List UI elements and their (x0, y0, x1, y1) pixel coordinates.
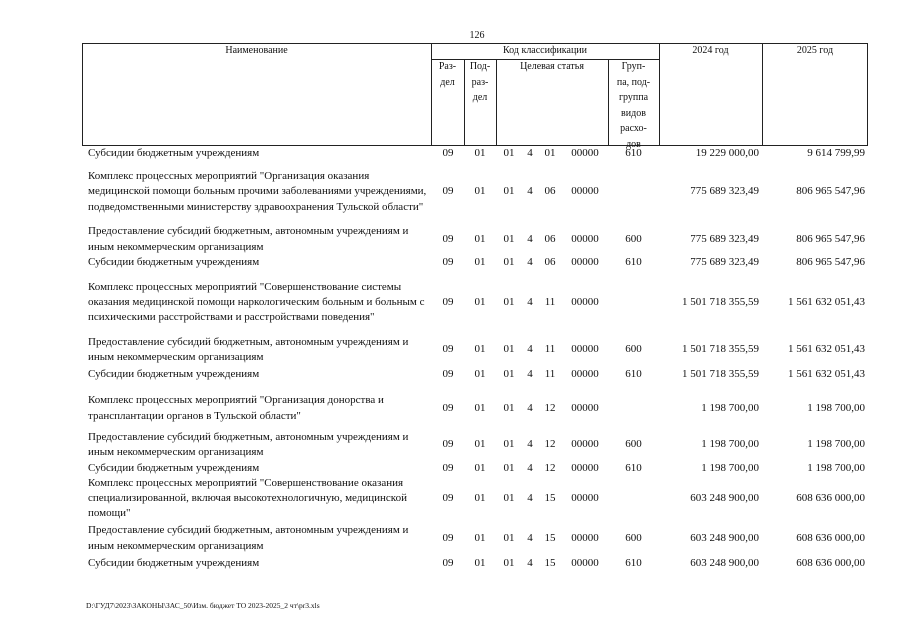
cell-t4: 00000 (571, 232, 599, 245)
cell-group: 610 (625, 256, 642, 269)
cell-podrazdel: 01 (474, 438, 486, 451)
cell-t1: 01 (503, 256, 515, 269)
cell-y2025: 1 198 700,00 (807, 461, 865, 474)
cell-y2024: 603 248 900,00 (690, 556, 759, 569)
header-razdel: Раз- дел (438, 61, 457, 88)
cell-podrazdel: 01 (474, 146, 486, 159)
cell-razdel: 09 (442, 232, 454, 245)
row-name: Предоставление субсидий бюджетным, автономным учреждениям и иным некоммерческим организациям (88, 524, 409, 552)
cell-t3: 06 (544, 185, 556, 198)
cell-y2025: 608 636 000,00 (796, 556, 865, 569)
cell-group: 600 (625, 438, 642, 451)
cell-podrazdel: 01 (474, 556, 486, 569)
row-name: Субсидии бюджетным учреждениям (88, 256, 260, 269)
cell-y2024: 603 248 900,00 (690, 531, 759, 544)
cell-razdel: 09 (442, 146, 454, 159)
cell-t2: 4 (527, 401, 533, 414)
cell-y2025: 1 198 700,00 (807, 438, 865, 451)
cell-t3: 12 (544, 438, 556, 451)
cell-t3: 06 (544, 256, 556, 269)
cell-t1: 01 (503, 531, 515, 544)
cell-razdel: 09 (442, 491, 454, 504)
cell-t1: 01 (503, 401, 515, 414)
cell-t2: 4 (527, 232, 533, 245)
cell-y2025: 1 561 632 051,43 (788, 343, 865, 356)
cell-t4: 00000 (571, 146, 599, 159)
cell-t1: 01 (503, 556, 515, 569)
table-row (82, 334, 868, 366)
cell-t1: 01 (503, 146, 515, 159)
cell-group (608, 475, 659, 522)
cell-y2025: 9 614 799,99 (807, 146, 865, 159)
cell-y2025: 608 636 000,00 (796, 531, 865, 544)
cell-t1: 01 (503, 295, 515, 308)
cell-t2: 4 (527, 185, 533, 198)
cell-t4: 00000 (571, 295, 599, 308)
cell-y2024: 1 501 718 355,59 (682, 295, 759, 308)
cell-y2024: 1 501 718 355,59 (682, 343, 759, 356)
cell-group: 600 (625, 343, 642, 356)
cell-t3: 12 (544, 401, 556, 414)
cell-t4: 00000 (571, 491, 599, 504)
cell-t4: 00000 (571, 531, 599, 544)
cell-podrazdel: 01 (474, 232, 486, 245)
table-row (82, 522, 868, 555)
header-year-2024: 2024 год (692, 45, 729, 56)
cell-y2024: 19 229 000,00 (695, 146, 759, 159)
row-name: Субсидии бюджетным учреждениям (88, 556, 260, 569)
header-podrazdel: Под- раз- дел (469, 61, 491, 103)
cell-podrazdel: 01 (474, 295, 486, 308)
cell-t4: 00000 (571, 401, 599, 414)
cell-t2: 4 (527, 491, 533, 504)
cell-t1: 01 (503, 491, 515, 504)
cell-y2025: 806 965 547,96 (796, 232, 865, 245)
cell-podrazdel: 01 (474, 256, 486, 269)
row-name: Комплекс процессных мероприятий "Совершенствование системы оказания медицинской помощи наркологическим больным и больным с психическими расстройствами и расстройствами поведения" (88, 280, 425, 324)
cell-t3: 06 (544, 232, 556, 245)
table-row (82, 386, 868, 431)
cell-t1: 01 (503, 232, 515, 245)
cell-t4: 00000 (571, 461, 599, 474)
cell-y2024: 775 689 323,49 (690, 256, 759, 269)
row-name: Комплекс процессных мероприятий "Организация оказания медицинской помощи больным прочими заболеваниями учреждениями, подведомственными министерству здравоохранения Тульской области" (88, 170, 427, 213)
table-row (82, 431, 868, 459)
cell-podrazdel: 01 (474, 368, 486, 381)
cell-t2: 4 (527, 438, 533, 451)
cell-podrazdel: 01 (474, 491, 486, 504)
header-target-article: Целевая статья (520, 61, 584, 72)
cell-razdel: 09 (442, 256, 454, 269)
cell-group: 600 (625, 232, 642, 245)
cell-t2: 4 (527, 531, 533, 544)
cell-t1: 01 (503, 185, 515, 198)
cell-t4: 00000 (571, 368, 599, 381)
cell-y2025: 1 561 632 051,43 (788, 295, 865, 308)
cell-razdel: 09 (442, 531, 454, 544)
cell-razdel: 09 (442, 401, 454, 414)
cell-group (608, 272, 659, 333)
cell-podrazdel: 01 (474, 343, 486, 356)
table-row (82, 272, 868, 333)
row-name: Комплекс процессных мероприятий "Совершенствование оказания специализированной, включая высокотехнологичную, медицинской помощи" (88, 476, 407, 520)
cell-t3: 15 (544, 491, 556, 504)
cell-razdel: 09 (442, 343, 454, 356)
row-name: Субсидии бюджетным учреждениям (88, 461, 260, 474)
cell-t1: 01 (503, 343, 515, 356)
table-row (82, 162, 868, 222)
cell-t3: 15 (544, 556, 556, 569)
header-year-2025: 2025 год (796, 45, 834, 56)
header-expense-group: Груп- па, под- группа видов расхо- дов (616, 61, 651, 150)
row-name: Предоставление субсидий бюджетным, автономным учреждениям и иным некоммерческим организациям (88, 225, 409, 253)
cell-group: 610 (625, 146, 642, 159)
table-row (82, 146, 868, 161)
cell-razdel: 09 (442, 368, 454, 381)
cell-t2: 4 (527, 556, 533, 569)
cell-y2024: 1 198 700,00 (701, 401, 759, 414)
cell-t2: 4 (527, 295, 533, 308)
cell-t1: 01 (503, 368, 515, 381)
cell-t3: 01 (544, 146, 556, 159)
cell-t4: 00000 (571, 556, 599, 569)
header-code-group: Код классификации (502, 45, 588, 56)
cell-y2025: 806 965 547,96 (796, 185, 865, 198)
table-row (82, 224, 868, 255)
cell-razdel: 09 (442, 185, 454, 198)
table-row (82, 475, 868, 522)
cell-t3: 12 (544, 461, 556, 474)
cell-t4: 00000 (571, 256, 599, 269)
cell-y2025: 608 636 000,00 (796, 491, 865, 504)
cell-t4: 00000 (571, 185, 599, 198)
cell-t4: 00000 (571, 343, 599, 356)
cell-y2024: 775 689 323,49 (690, 232, 759, 245)
cell-y2024: 1 501 718 355,59 (682, 368, 759, 381)
cell-podrazdel: 01 (474, 401, 486, 414)
cell-group: 610 (625, 556, 642, 569)
header-name: Наименование (225, 45, 288, 56)
table-row (82, 255, 868, 271)
cell-razdel: 09 (442, 556, 454, 569)
row-name: Субсидии бюджетным учреждениям (88, 368, 260, 381)
cell-t4: 00000 (571, 438, 599, 451)
row-name: Комплекс процессных мероприятий "Организация донорства и трансплантации органов в Тульской области" (88, 394, 384, 422)
cell-y2025: 1 198 700,00 (807, 401, 865, 414)
cell-group: 600 (625, 531, 642, 544)
cell-t2: 4 (527, 368, 533, 381)
cell-podrazdel: 01 (474, 531, 486, 544)
cell-y2024: 1 198 700,00 (701, 438, 759, 451)
cell-t3: 11 (544, 343, 556, 356)
row-name: Субсидии бюджетным учреждениям (88, 146, 260, 159)
cell-y2025: 1 561 632 051,43 (788, 368, 865, 381)
cell-t3: 11 (544, 295, 556, 308)
cell-y2024: 603 248 900,00 (690, 491, 759, 504)
page-number: 126 (469, 30, 485, 41)
cell-podrazdel: 01 (474, 185, 486, 198)
cell-t2: 4 (527, 461, 533, 474)
cell-y2024: 775 689 323,49 (690, 185, 759, 198)
table-row (82, 366, 868, 384)
cell-t2: 4 (527, 343, 533, 356)
row-name: Предоставление субсидий бюджетным, автономным учреждениям и иным некоммерческим организациям (88, 335, 409, 363)
cell-t1: 01 (503, 438, 515, 451)
cell-y2025: 806 965 547,96 (796, 256, 865, 269)
cell-t3: 11 (544, 368, 556, 381)
cell-y2024: 1 198 700,00 (701, 461, 759, 474)
cell-t1: 01 (503, 461, 515, 474)
file-path-footer: D:\ГУД7\2023\ЗАКОНЫ\ЗАС_50\Изм. бюджет ТО 2023-2025_2 чт\pr3.xls (86, 601, 320, 610)
cell-group (608, 386, 659, 431)
cell-group (608, 162, 659, 222)
cell-group: 610 (625, 368, 642, 381)
cell-t2: 4 (527, 146, 533, 159)
cell-podrazdel: 01 (474, 461, 486, 474)
cell-group: 610 (625, 461, 642, 474)
cell-t2: 4 (527, 256, 533, 269)
cell-t3: 15 (544, 531, 556, 544)
cell-razdel: 09 (442, 295, 454, 308)
cell-razdel: 09 (442, 438, 454, 451)
cell-razdel: 09 (442, 461, 454, 474)
row-name: Предоставление субсидий бюджетным, автономным учреждениям и иным некоммерческим организациям (88, 430, 409, 458)
table-row (82, 555, 868, 572)
